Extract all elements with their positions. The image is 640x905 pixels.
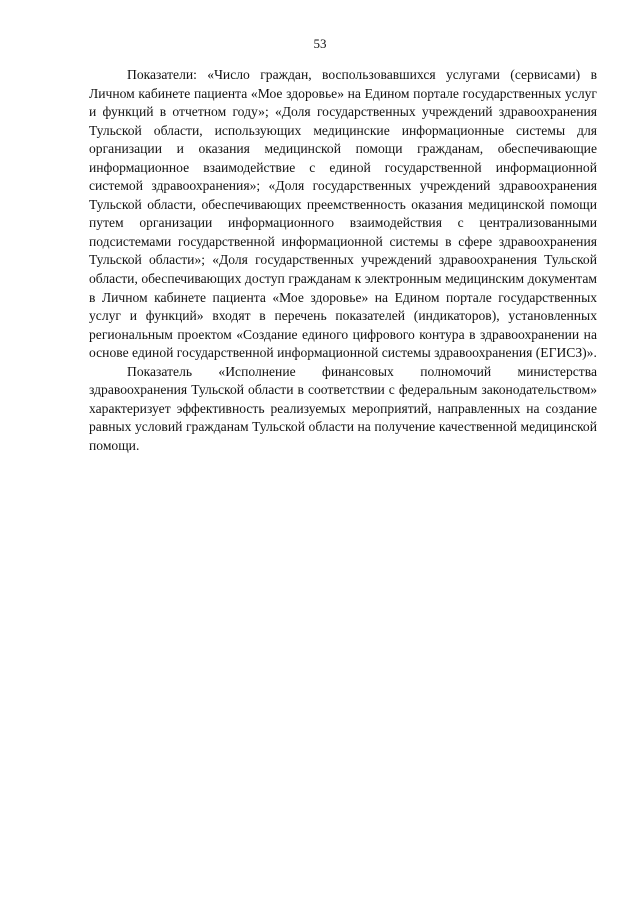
page-number: 53 [313, 36, 327, 51]
paragraph-indicators: Показатели: «Число граждан, воспользовавшихся услугами (сервисами) в Личном кабинете пациента «Мое здоровье» на Едином портале государственных услуг и функций в отчетном году»; «Доля государственных учреждений здравоохранения Тульской области, использующих медицинские информационные системы для организации и оказания медицинской помощи гражданам, обеспечивающие информационное взаимодействие с единой государственной информационной системой здравоохранения»; «Доля государственных учреждений здравоохранения Тульской области, обеспечивающих преемственность оказания медицинской помощи путем организации информационного взаимодействия с централизованными подсистемами государственной информационной системы в сфере здравоохранения Тульской области»; «Доля государственных учреждений здравоохранения Тульской области, обеспечивающих доступ гражданам к электронным медицинским документам в Личном кабинете пациента «Мое здоровье» на Едином портале государственных услуг и функций» входят в перечень показателей (индикаторов), установленных региональным проектом «Создание единого цифрового контура в здравоохранении на основе единой государственной информационной системы здравоохранения (ЕГИСЗ)». [89, 67, 597, 361]
paragraph-financial-indicator: Показатель «Исполнение финансовых полномочий министерства здравоохранения Тульской области в соответствии с федеральным законодательством» характеризует эффективность реализуемых мероприятий, направленных на создание равных условий гражданам Тульской области на получение качественной медицинской помощи. [89, 363, 597, 453]
document-body [89, 66, 597, 455]
